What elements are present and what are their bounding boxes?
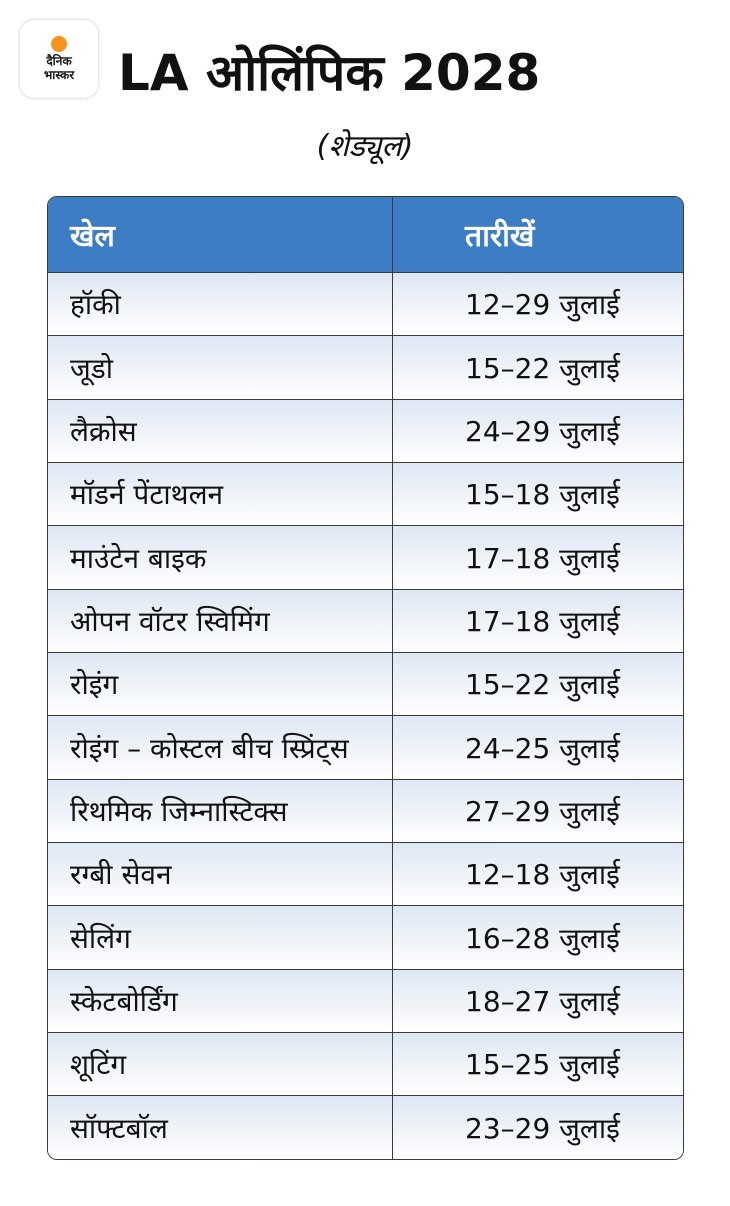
- table-row: [48, 1032, 683, 1095]
- header-sport: खेल: [48, 197, 393, 272]
- sport-cell: हॉकी: [48, 273, 393, 335]
- dates-cell: 15–25 जुलाई: [465, 1048, 620, 1082]
- dates-cell: 12–29 जुलाई: [465, 288, 620, 322]
- table-row: [48, 462, 683, 525]
- dainik-bhaskar-logo: [20, 20, 98, 98]
- dates-cell: 15–22 जुलाई: [465, 668, 620, 702]
- dates-cell: 18–27 जुलाई: [465, 984, 620, 1018]
- dates-cell: 15–22 जुलाई: [465, 351, 620, 385]
- table-row: [48, 842, 683, 905]
- table-row: [48, 399, 683, 462]
- sport-cell: लैक्रोस: [48, 400, 393, 462]
- table-row: [48, 525, 683, 588]
- table-row: [48, 272, 683, 335]
- sport-cell: सॉफ्टबॉल: [48, 1096, 393, 1158]
- dates-cell: 17–18 जुलाई: [465, 541, 620, 575]
- sport-cell: जूडो: [48, 336, 393, 398]
- sport-cell: माउंटेन बाइक: [48, 526, 393, 588]
- table-row: [48, 715, 683, 778]
- dates-cell: 24–29 जुलाई: [465, 414, 620, 448]
- sun-icon: [51, 36, 67, 52]
- dates-cell: 27–29 जुलाई: [465, 794, 620, 828]
- dates-cell: 23–29 जुलाई: [465, 1111, 620, 1145]
- dates-cell: 24–25 जुलाई: [465, 731, 620, 765]
- table-row: [48, 779, 683, 842]
- table-row: [48, 335, 683, 398]
- sport-cell: स्केटबोर्डिंग: [48, 970, 393, 1032]
- sport-cell: ओपन वॉटर स्विमिंग: [48, 590, 393, 652]
- sport-cell: रग्बी सेवन: [48, 843, 393, 905]
- page-title: LA ओलिंपिक 2028: [118, 44, 541, 102]
- table-row: [48, 652, 683, 715]
- page-subtitle: (शेड्यूल): [316, 129, 414, 164]
- dates-cell: 15–18 जुलाई: [465, 478, 620, 512]
- schedule-table: [47, 196, 684, 1160]
- table-row: [48, 969, 683, 1032]
- table-row: [48, 1095, 683, 1158]
- sport-cell: रिथमिक जिम्नास्टिक्स: [48, 780, 393, 842]
- sport-cell: रोइंग – कोस्टल बीच स्प्रिंट्स: [48, 716, 393, 778]
- dates-cell: 17–18 जुलाई: [465, 604, 620, 638]
- sport-cell: मॉडर्न पेंटाथलन: [48, 463, 393, 525]
- sport-cell: सेलिंग: [48, 906, 393, 968]
- sport-cell: शूटिंग: [48, 1033, 393, 1095]
- table-header-row: [48, 197, 683, 272]
- logo-text-line-1: दैनिक: [46, 54, 72, 68]
- dates-cell: 16–28 जुलाई: [465, 921, 620, 955]
- table-row: [48, 905, 683, 968]
- table-body: [48, 272, 683, 1159]
- header-dates: तारीखें: [465, 219, 535, 254]
- sport-cell: रोइंग: [48, 653, 393, 715]
- dates-cell: 12–18 जुलाई: [465, 858, 620, 892]
- table-row: [48, 589, 683, 652]
- logo-text-line-2: भास्कर: [43, 68, 75, 82]
